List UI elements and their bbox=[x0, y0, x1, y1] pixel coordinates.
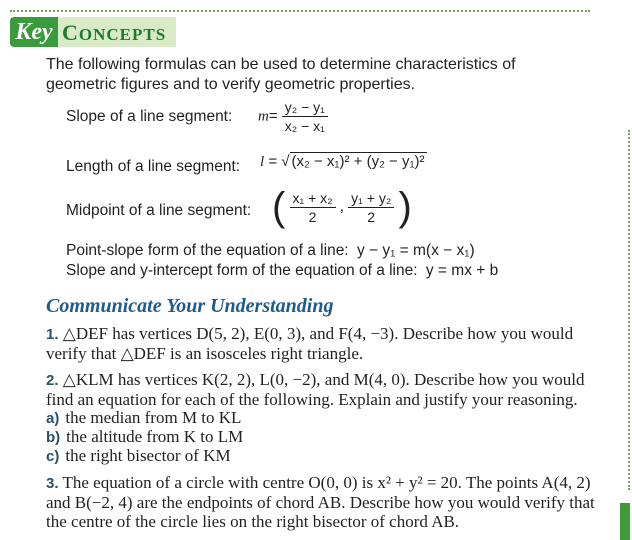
midpoint-y-denominator: 2 bbox=[367, 208, 376, 225]
concepts-initial: C bbox=[62, 20, 79, 45]
question-2b-letter: b) bbox=[46, 429, 61, 446]
question-2b bbox=[46, 427, 243, 447]
question-1 bbox=[46, 324, 616, 363]
slope-intercept-label: Slope and y-intercept form of the equation of a line: bbox=[66, 262, 418, 279]
slope-intercept-equation: y = mx + b bbox=[425, 262, 499, 279]
question-2b-text: the altitude from K to LM bbox=[66, 427, 244, 446]
midpoint-x-numerator: x₁ + x₂ bbox=[290, 189, 336, 208]
length-expression: (x₂ − x₁)² + (y₂ − y₁)² bbox=[291, 153, 425, 170]
midpoint-x-fraction bbox=[290, 189, 336, 226]
midpoint-label: Midpoint of a line segment: bbox=[66, 202, 252, 219]
right-dotted-rule bbox=[628, 130, 630, 490]
question-2a-text: the median from M to KL bbox=[65, 408, 242, 427]
intro-paragraph: The following formulas can be used to determine characteristics of geometric figures and to verify geometric properties. bbox=[46, 56, 516, 93]
communicate-title: Communicate Your Understanding bbox=[46, 295, 334, 317]
slope-label: Slope of a line segment: bbox=[66, 108, 233, 125]
question-3-text: The equation of a circle with centre O(0, 0) is x² + y² = 20. The points A(4, 2) and B(−2, 4) are the endpoints of chord AB. Describe how you would verify that the centre of the circle lies on the right bisector of chord AB. bbox=[46, 473, 595, 531]
question-1-text: △DEF has vertices D(5, 2), E(0, 3), and F(4, −3). Describe how you would verify that △DEF is an isosceles right triangle. bbox=[46, 324, 574, 363]
key-concepts-badge-title bbox=[58, 17, 176, 47]
point-slope-equation: y − y₁ = m(x − x₁) bbox=[356, 242, 475, 259]
question-2c-letter: c) bbox=[46, 448, 60, 465]
question-2-number: 2. bbox=[46, 372, 59, 389]
question-2c bbox=[46, 446, 231, 466]
midpoint-x-denominator: 2 bbox=[308, 208, 317, 225]
point-slope-label: Point-slope form of the equation of a line: bbox=[66, 242, 349, 259]
question-3 bbox=[46, 473, 616, 531]
key-concepts-badge-key: Key bbox=[10, 17, 58, 47]
midpoint-y-numerator: y₁ + y₂ bbox=[348, 189, 394, 208]
question-3-number: 3. bbox=[46, 475, 59, 492]
page-edge-tab bbox=[620, 503, 630, 540]
slope-numerator: y₂ − y₁ bbox=[282, 98, 328, 117]
midpoint-comma: , bbox=[339, 197, 344, 215]
slope-equals: = bbox=[268, 107, 278, 125]
slope-intercept-row bbox=[66, 262, 498, 280]
concepts-rest: ONCEPTS bbox=[78, 25, 167, 44]
point-slope-row bbox=[66, 242, 475, 260]
length-l: l bbox=[260, 154, 265, 170]
length-equals: = bbox=[268, 153, 278, 170]
question-2-text: △KLM has vertices K(2, 2), L(0, −2), and M(4, 0). Describe how you would find an equation for each of the following. Explain and justify your reasoning. bbox=[46, 370, 585, 409]
midpoint-open-paren: ( bbox=[272, 185, 286, 229]
slope-formula bbox=[258, 98, 328, 135]
length-label: Length of a line segment: bbox=[66, 158, 241, 175]
slope-fraction bbox=[282, 98, 328, 135]
midpoint-y-fraction bbox=[348, 189, 394, 226]
question-2a bbox=[46, 408, 241, 428]
slope-m: m bbox=[258, 108, 269, 125]
question-1-number: 1. bbox=[46, 326, 59, 343]
midpoint-formula bbox=[272, 187, 412, 227]
radical-sign: √ bbox=[281, 153, 290, 170]
midpoint-close-paren: ) bbox=[398, 185, 412, 229]
top-dotted-rule bbox=[10, 10, 590, 12]
question-2a-letter: a) bbox=[46, 410, 60, 427]
question-2c-text: the right bisector of KM bbox=[65, 446, 231, 465]
question-2 bbox=[46, 370, 616, 409]
length-formula bbox=[260, 152, 427, 171]
slope-denominator: x₂ − x₁ bbox=[284, 118, 325, 134]
